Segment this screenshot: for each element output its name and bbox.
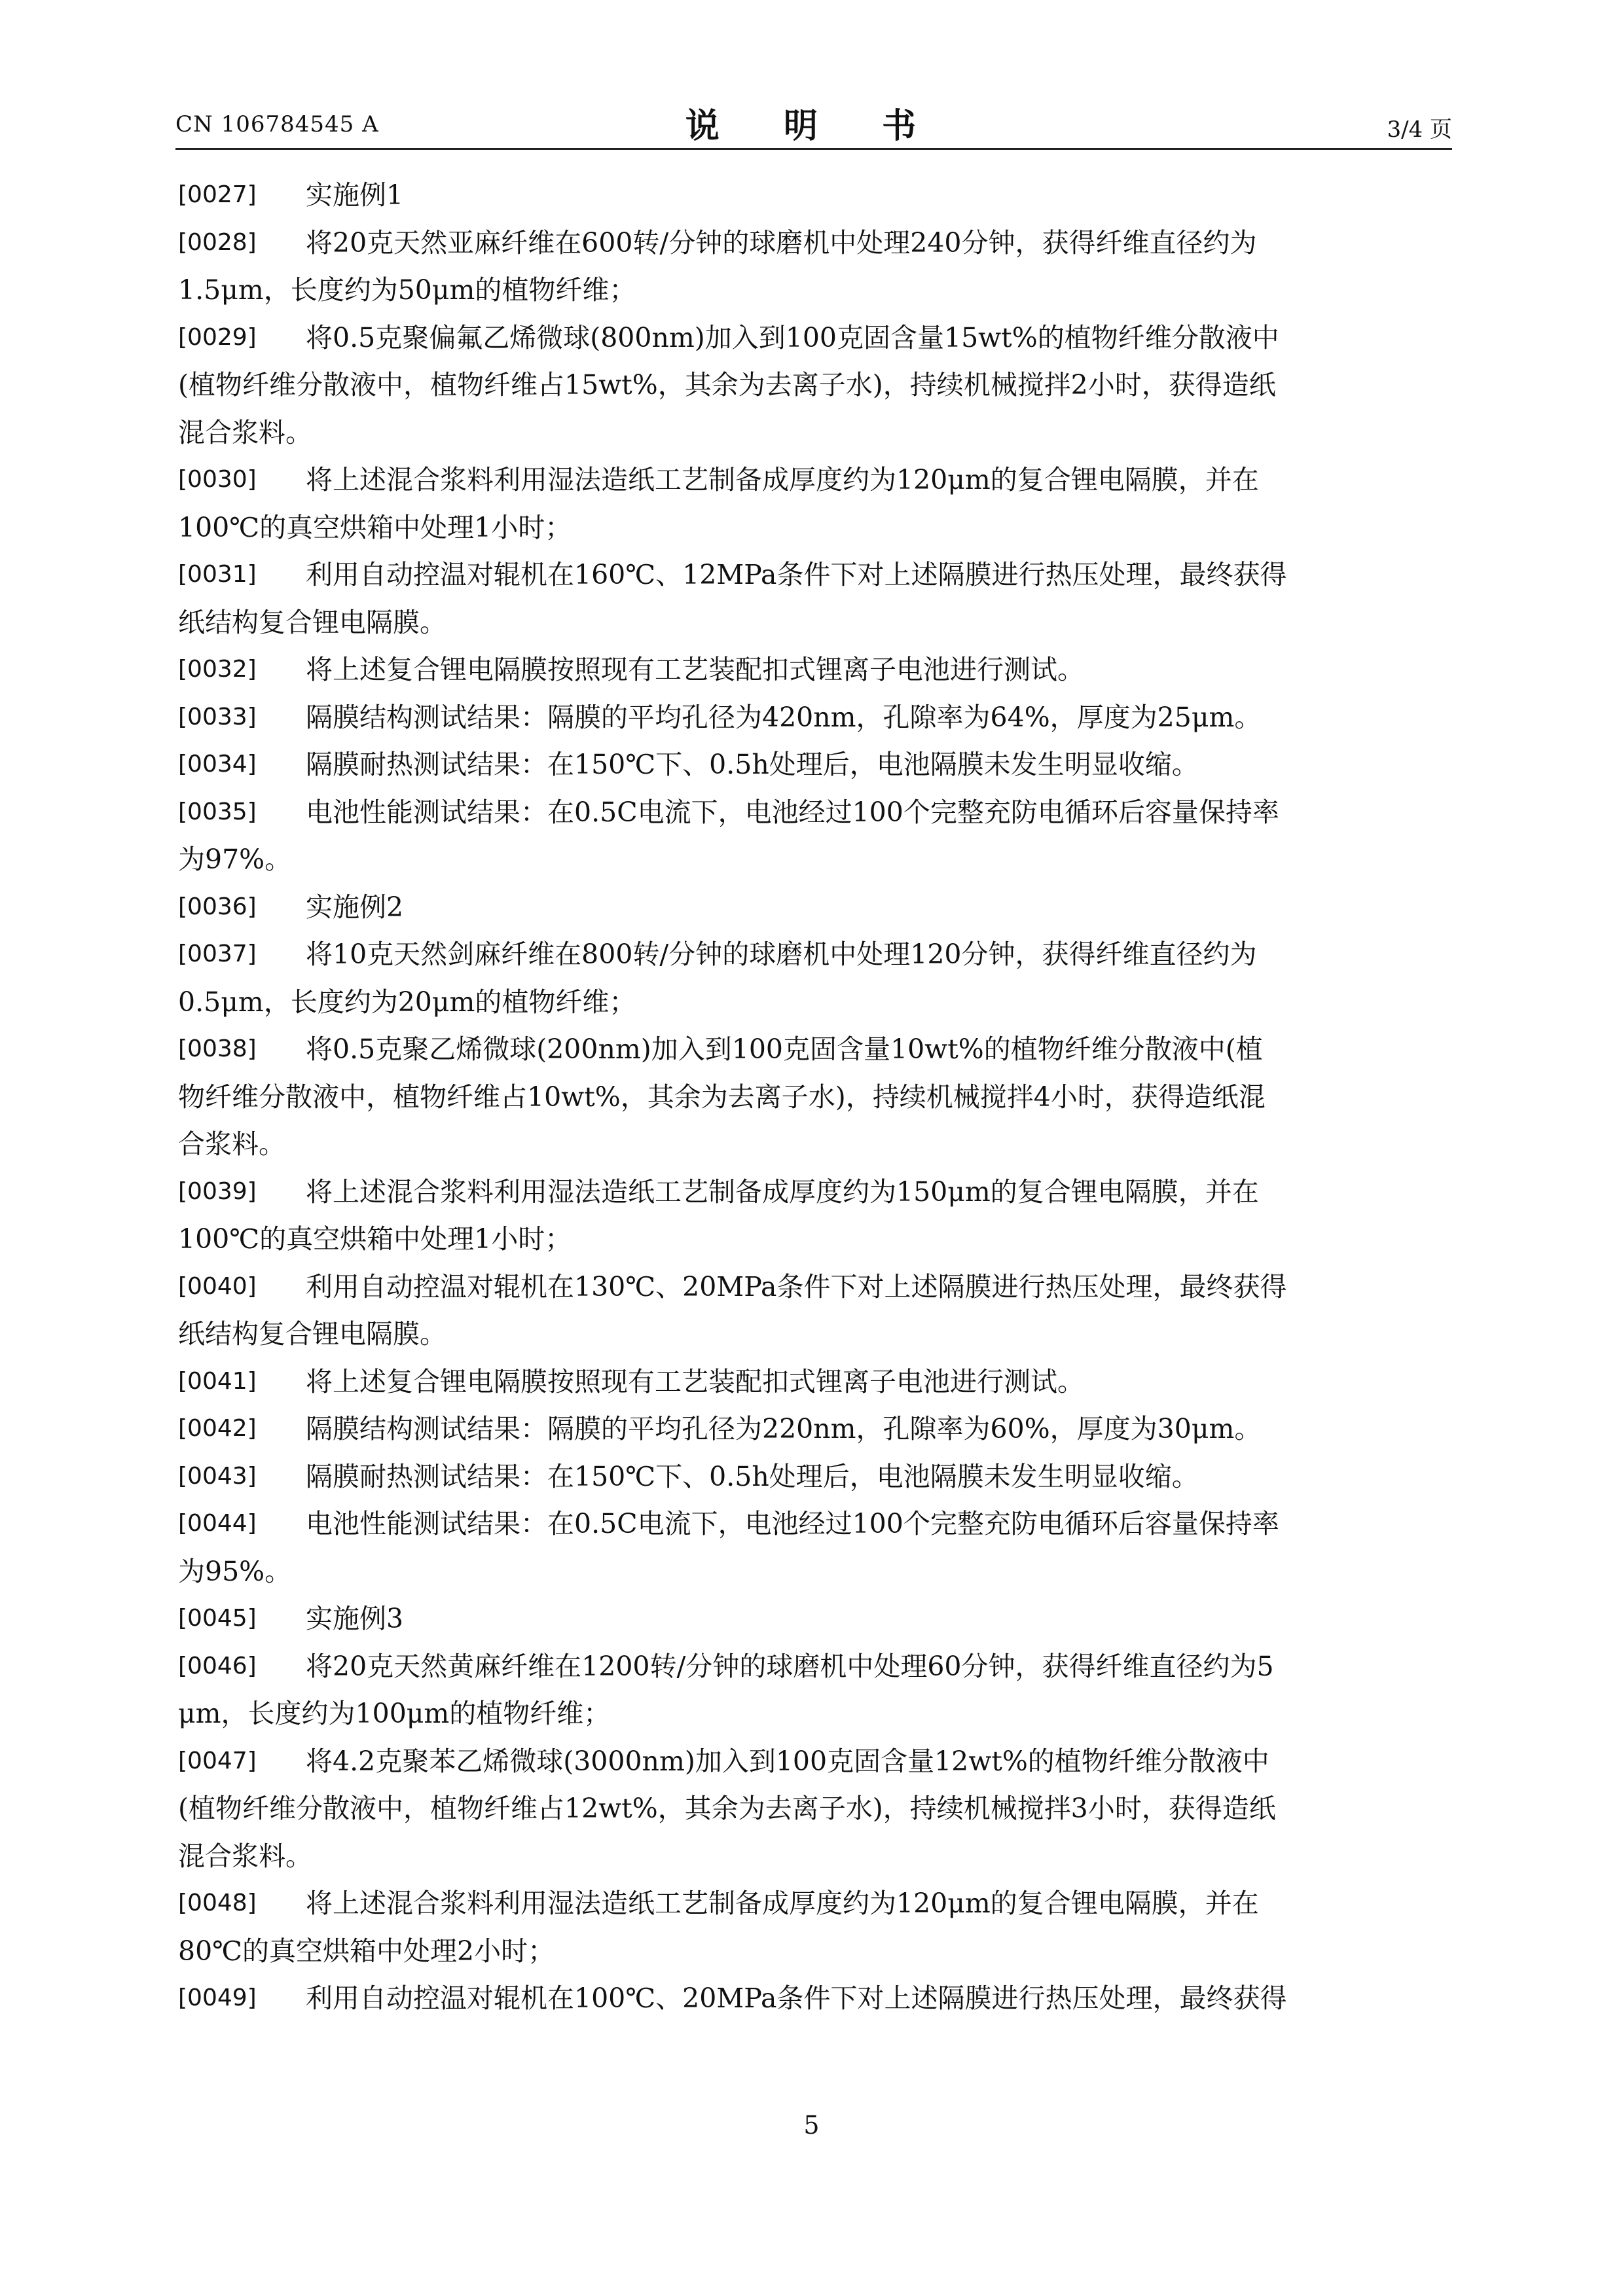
paragraph-number: [0047] xyxy=(178,1747,257,1774)
paragraph xyxy=(178,931,1452,1026)
paragraph xyxy=(178,1405,1452,1453)
paragraph-number: [0036] xyxy=(178,893,257,920)
paragraph-number: [0049] xyxy=(178,1984,257,2011)
paragraph xyxy=(178,1595,1452,1643)
paragraph-line: 实施例3 xyxy=(306,1603,404,1634)
page-info: 3/4 页 xyxy=(1387,117,1452,143)
paragraph-line: (植物纤维分散液中，植物纤维占12wt%，其余为去离子水)，持续机械搅拌3小时，获得造纸 xyxy=(178,1793,1276,1824)
paragraph-number: [0028] xyxy=(178,228,257,256)
paragraph-line: 将上述混合浆料利用湿法造纸工艺制备成厚度约为120μm的复合锂电隔膜，并在 xyxy=(306,464,1259,495)
paragraph-line: 将4.2克聚苯乙烯微球(3000nm)加入到100克固含量12wt%的植物纤维分散液中 xyxy=(306,1745,1269,1777)
paragraph-line: 将上述复合锂电隔膜按照现有工艺装配扣式锂离子电池进行测试。 xyxy=(306,654,1084,685)
paragraph xyxy=(178,1643,1452,1738)
paragraph-number: [0043] xyxy=(178,1462,257,1490)
paragraph xyxy=(178,1168,1452,1263)
paragraph-line: 1.5μm，长度约为50μm的植物纤维； xyxy=(178,274,636,306)
paragraph-line: 混合浆料。 xyxy=(178,416,312,448)
paragraph-line: 100℃的真空烘箱中处理1小时； xyxy=(178,1223,572,1255)
paragraph-line: 为97%。 xyxy=(178,844,292,875)
paragraph-line: 为95%。 xyxy=(178,1555,292,1587)
paragraph-number: [0032] xyxy=(178,656,257,683)
header-divider xyxy=(175,148,1452,150)
paragraph xyxy=(178,456,1452,551)
paragraph-line: 将上述混合浆料利用湿法造纸工艺制备成厚度约为150μm的复合锂电隔膜，并在 xyxy=(306,1175,1259,1208)
paragraph xyxy=(178,1263,1452,1358)
paragraph-line: 实施例1 xyxy=(306,179,404,211)
page-header xyxy=(175,98,1452,146)
paragraph-number: [0027] xyxy=(178,181,257,208)
paragraph-line: 纸结构复合锂电隔膜。 xyxy=(178,1318,447,1350)
paragraph-number: [0039] xyxy=(178,1177,257,1205)
paragraph-line: 将10克天然剑麻纤维在800转/分钟的球磨机中处理120分钟，获得纤维直径约为 xyxy=(306,939,1257,970)
paragraph-number: [0048] xyxy=(178,1890,257,1916)
paragraph-line: (植物纤维分散液中，植物纤维占15wt%，其余为去离子水)，持续机械搅拌2小时，获得造纸 xyxy=(178,369,1276,401)
paragraph-line: 隔膜耐热测试结果：在150℃下、0.5h处理后，电池隔膜未发生明显收缩。 xyxy=(306,1460,1199,1492)
paragraph xyxy=(178,1453,1452,1501)
paragraph-line: 将0.5克聚乙烯微球(200nm)加入到100克固含量10wt%的植物纤维分散液中(植 xyxy=(306,1033,1263,1065)
paragraph-line: 利用自动控温对辊机在100℃、20MPa条件下对上述隔膜进行热压处理，最终获得 xyxy=(306,1982,1287,2014)
paragraph-line: 100℃的真空烘箱中处理1小时； xyxy=(178,511,572,543)
paragraph-line: 将20克天然亚麻纤维在600转/分钟的球磨机中处理240分钟，获得纤维直径约为 xyxy=(306,226,1257,259)
paragraph-number: [0037] xyxy=(178,941,257,967)
paragraph-line: 将0.5克聚偏氟乙烯微球(800nm)加入到100克固含量15wt%的植物纤维分散液中 xyxy=(306,321,1279,353)
paragraph-number: [0040] xyxy=(178,1272,257,1300)
paragraph xyxy=(178,741,1452,789)
paragraph-number: [0041] xyxy=(178,1367,257,1395)
document-title: 说 明 书 xyxy=(685,107,943,146)
paragraph-number: [0045] xyxy=(178,1605,257,1632)
paragraph-line: 0.5μm，长度约为20μm的植物纤维； xyxy=(178,986,636,1018)
paragraph-line: μm，长度约为100μm的植物纤维； xyxy=(178,1698,611,1729)
document-number: CN 106784545 A xyxy=(175,111,379,137)
paragraph-line: 将20克天然黄麻纤维在1200转/分钟的球磨机中处理60分钟，获得纤维直径约为5 xyxy=(306,1650,1274,1682)
paragraph-line: 纸结构复合锂电隔膜。 xyxy=(178,606,447,638)
paragraph-line: 利用自动控温对辊机在130℃、20MPa条件下对上述隔膜进行热压处理，最终获得 xyxy=(306,1270,1287,1302)
paragraph-line: 利用自动控温对辊机在160℃、12MPa条件下对上述隔膜进行热压处理，最终获得 xyxy=(306,559,1287,590)
paragraph-line: 隔膜结构测试结果：隔膜的平均孔径为420nm，孔隙率为64%，厚度为25μm。 xyxy=(306,701,1262,733)
paragraph xyxy=(178,789,1452,884)
paragraph-line: 隔膜结构测试结果：隔膜的平均孔径为220nm，孔隙率为60%，厚度为30μm。 xyxy=(306,1413,1262,1444)
paragraph-line: 物纤维分散液中，植物纤维占10wt%，其余为去离子水)，持续机械搅拌4小时，获得造纸混 xyxy=(178,1081,1266,1113)
paragraph-number: [0034] xyxy=(178,751,257,778)
paragraph-number: [0030] xyxy=(178,466,257,493)
paragraph-number: [0046] xyxy=(178,1652,257,1679)
paragraph xyxy=(178,1738,1452,1880)
document-body xyxy=(178,171,1452,2022)
paragraph xyxy=(178,1880,1452,1975)
paragraph-line: 电池性能测试结果：在0.5C电流下，电池经过100个完整充防电循环后容量保持率 xyxy=(306,796,1279,828)
paragraph xyxy=(178,171,1452,219)
paragraph-number: [0038] xyxy=(178,1035,257,1062)
paragraph-line: 实施例2 xyxy=(306,891,404,923)
paragraph-number: [0033] xyxy=(178,703,257,730)
paragraph-line: 80℃的真空烘箱中处理2小时； xyxy=(178,1935,555,1967)
paragraph xyxy=(178,1975,1452,2022)
paragraph-line: 隔膜耐热测试结果：在150℃下、0.5h处理后，电池隔膜未发生明显收缩。 xyxy=(306,749,1199,780)
paragraph-line: 将上述混合浆料利用湿法造纸工艺制备成厚度约为120μm的复合锂电隔膜，并在 xyxy=(306,1888,1259,1919)
paragraph-number: [0031] xyxy=(178,561,257,588)
paragraph xyxy=(178,884,1452,931)
paragraph xyxy=(178,1358,1452,1406)
paragraph-number: [0042] xyxy=(178,1415,257,1442)
paragraph-line: 将上述复合锂电隔膜按照现有工艺装配扣式锂离子电池进行测试。 xyxy=(306,1365,1084,1397)
paragraph xyxy=(178,551,1452,646)
paragraph-line: 合浆料。 xyxy=(178,1128,285,1160)
paragraph xyxy=(178,314,1452,457)
paragraph-number: [0035] xyxy=(178,798,257,825)
paragraph xyxy=(178,694,1452,742)
paragraph xyxy=(178,1500,1452,1595)
paragraph xyxy=(178,1026,1452,1168)
paragraph xyxy=(178,219,1452,314)
paragraph-number: [0029] xyxy=(178,323,257,351)
paragraph-line: 混合浆料。 xyxy=(178,1840,312,1872)
page-number: 5 xyxy=(803,2111,820,2140)
paragraph-number: [0044] xyxy=(178,1510,257,1537)
paragraph-line: 电池性能测试结果：在0.5C电流下，电池经过100个完整充防电循环后容量保持率 xyxy=(306,1508,1279,1539)
paragraph xyxy=(178,646,1452,694)
